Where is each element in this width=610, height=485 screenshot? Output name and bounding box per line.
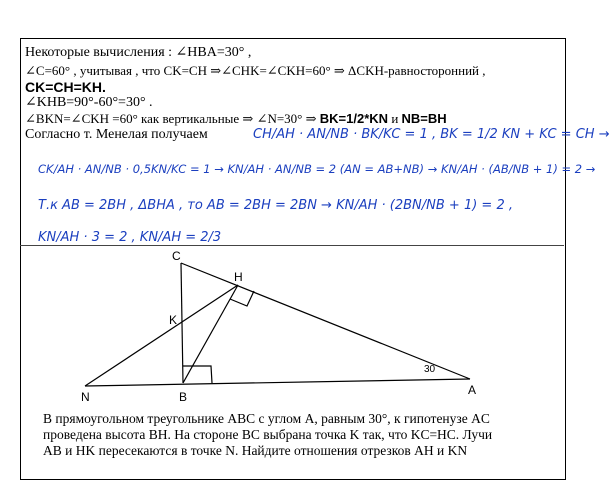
notes-line-1: Некоторые вычисления : ∠HBA=30° , (25, 45, 252, 60)
label-angle-30: 30 (424, 364, 436, 375)
segment-hb (183, 285, 238, 383)
segment-na (85, 379, 470, 386)
notes-line-5-text: ∠BKN=∠CKH =60° как вертикальные ⇒ ∠N=30° ⇒ (25, 111, 317, 126)
handwritten-line-1: CH/AH · AN/NB · BK/KC = 1 , BK = 1/2 KN + KC = CH → (253, 127, 610, 142)
segment-nh (85, 285, 238, 386)
handwritten-line-2: CK/AH · AN/NB · 0,5KN/KC = 1 → KN/AH · AN/NB = 2 (AN = AB+NB) → KN/AH · (AB/NB + 1) = 2 → (38, 162, 596, 176)
notes-line-4: ∠KHB=90°-60°=30° . (25, 95, 153, 110)
notes-bk-half-kn: BK=1/2*KN (319, 111, 389, 126)
handwritten-line-4: KN/AH · 3 = 2 , KN/AH = 2/3 (38, 230, 222, 245)
segment-ca (181, 263, 470, 379)
handwritten-line-3: Т.к AB = 2BH , ΔBHA , то AB = 2BH = 2BN → KN/AH · (2BN/NB + 1) = 2 , (38, 198, 513, 213)
label-h: H (234, 270, 243, 284)
label-b: B (179, 390, 188, 404)
label-a: A (468, 383, 477, 397)
notes-nb-bh: NB=BH (401, 111, 447, 126)
label-n: N (81, 390, 90, 404)
notes-and: и (391, 111, 399, 126)
label-c: C (172, 249, 181, 263)
label-k: K (169, 313, 178, 327)
problem-statement: В прямоугольном треугольнике ABC с углом A, равным 30°, к гипотенузе AC проведена высота BH. На стороне BC выбрана точка K так, что KC=HC. Лучи AB и HK пересекаются в точке N. Найдите отношения отрезков AH и KN (43, 411, 493, 458)
notes-line-2: ∠C=60° , учитывая , что CK=CH ⇒∠CHK=∠CKH=60° ⇒ ΔCKH-равносторонний , (25, 63, 486, 78)
notes-line-3-bold: CK=CH=KH. (25, 79, 106, 95)
notes-line-6: Согласно т. Менелая получаем (25, 127, 208, 142)
